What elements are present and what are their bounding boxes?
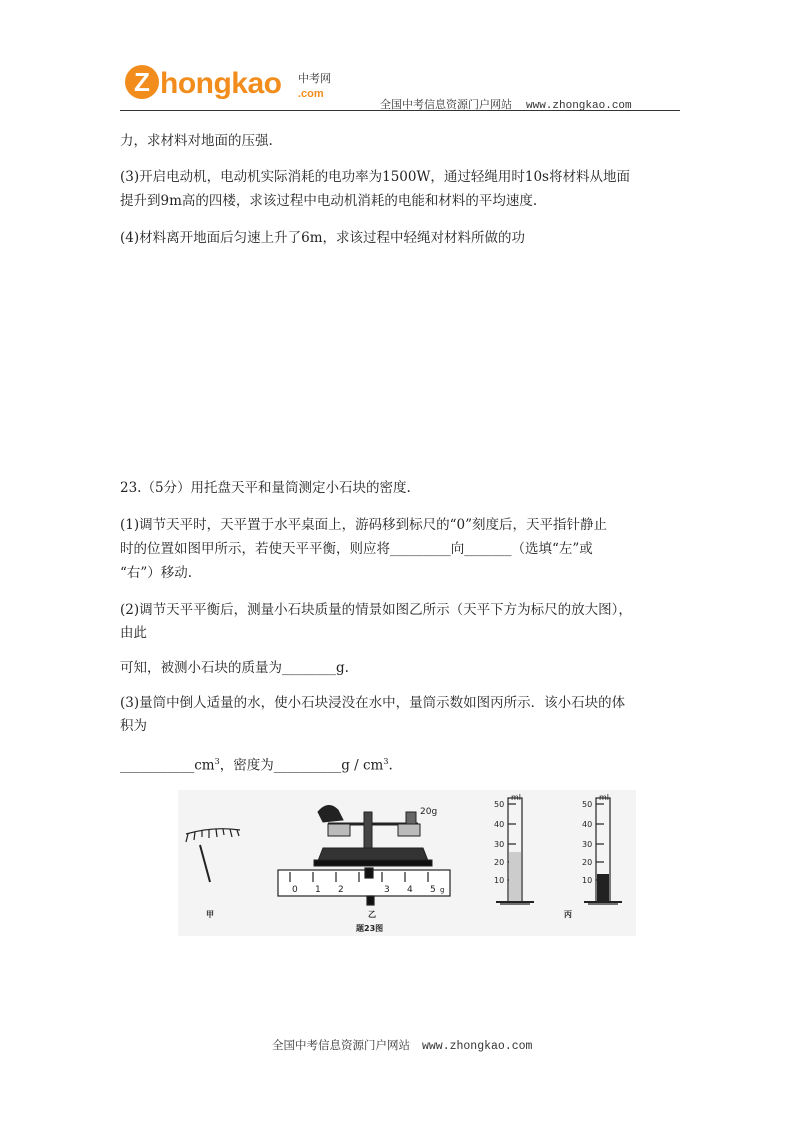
- cyl1-tick-20: 20: [494, 858, 505, 867]
- q23-3-sup2: 3: [383, 757, 389, 766]
- logo-cn-text: 中考网: [298, 72, 331, 85]
- label-yi: 乙: [368, 910, 376, 919]
- ruler-tick-1: 1: [315, 885, 321, 895]
- cyl1-tick-40: 40: [494, 820, 505, 829]
- cyl2-tick-20: 20: [582, 858, 593, 867]
- q23-3-sup1: 3: [214, 757, 220, 766]
- figure-23-drawing: [178, 790, 636, 936]
- logo-text: hongkao: [160, 67, 282, 100]
- cyl1-tick-30: 30: [494, 840, 505, 849]
- q23-3-blank1: ___________cm: [120, 757, 215, 774]
- q23-1-line3: “右”）移动.: [120, 565, 193, 581]
- q23-3-end: .: [388, 757, 393, 774]
- header-site-name: 全国中考信息资源门户网站: [380, 98, 512, 111]
- measuring-cylinder-2: [584, 798, 622, 904]
- balance-scale: [314, 805, 432, 866]
- q23-title: 23.（5分）用托盘天平和量筒测定小石块的密度.: [120, 480, 411, 496]
- balance-pointer-scale: [186, 829, 240, 882]
- figure-caption: 题23图: [356, 924, 384, 933]
- q3-line1: (3)开启电动机，电动机实际消耗的电功率为1500W，通过轻绳用时10s将材料从地面: [120, 169, 630, 185]
- figure-23: [178, 790, 636, 936]
- text-line1: 力，求材料对地面的压强.: [120, 133, 273, 149]
- cyl2-tick-30: 30: [582, 840, 593, 849]
- ruler-tick-2: 2: [338, 885, 344, 895]
- ruler-unit: g: [440, 886, 445, 894]
- q23-2-line2: 由此: [120, 625, 147, 641]
- footer: [272, 1037, 532, 1053]
- ruler-tick-4: 4: [407, 885, 413, 895]
- q23-1-line2: 时的位置如图甲所示，若使天平平衡，则应将_________向_______（选填“左”或: [120, 541, 593, 557]
- q23-3-line3: [120, 752, 393, 776]
- cyl1-unit: ml: [511, 793, 522, 802]
- ruler-tick-3: 3: [384, 885, 390, 895]
- ruler-tick-0: 0: [292, 885, 298, 895]
- q23-2-line1: (2)调节天平平衡后，测量小石块质量的情景如图乙所示（天平下方为标尺的放大图），: [120, 602, 632, 618]
- q23-3-line2: 积为: [120, 718, 147, 734]
- q3-line2: 提升到9m高的四楼，求该过程中电动机消耗的电能和材料的平均速度.: [120, 193, 538, 209]
- rider-ruler: [278, 868, 450, 905]
- measuring-cylinder-1: [496, 798, 534, 904]
- q23-1-line1: (1)调节天平时，天平置于水平桌面上，游码移到标尺的“0”刻度后，天平指针静止: [120, 517, 608, 533]
- cyl2-tick-40: 40: [582, 820, 593, 829]
- cyl1-tick-10: 10: [494, 876, 505, 885]
- zhongkao-logo: [120, 60, 360, 110]
- q4-text: (4)材料离开地面后匀速上升了6m，求该过程中轻绳对材料所做的功: [120, 230, 526, 246]
- q23-2-line3: 可知，被测小石块的质量为________g.: [120, 660, 349, 676]
- q23-3-mid: ，密度为__________g / cm: [219, 757, 384, 774]
- svg-text:Z: Z: [134, 67, 150, 97]
- cyl2-unit: ml: [599, 793, 610, 802]
- logo-com-text: .com: [298, 88, 324, 100]
- footer-site-url: www.zhongkao.com: [422, 1040, 533, 1053]
- ruler-tick-5: 5: [430, 885, 436, 895]
- label-jia: 甲: [206, 910, 214, 919]
- footer-site-name: 全国中考信息资源门户网站: [272, 1038, 410, 1052]
- cyl2-tick-50: 50: [582, 800, 593, 809]
- weight-label: 20g: [420, 807, 438, 817]
- header-site-url: www.zhongkao.com: [526, 100, 632, 112]
- q23-3-line1: (3)量筒中倒人适量的水，使小石块浸没在水中，量筒示数如图丙所示．该小石块的体: [120, 695, 626, 711]
- cyl2-tick-10: 10: [582, 876, 593, 885]
- cyl1-tick-50: 50: [494, 800, 505, 809]
- header-divider: [120, 110, 680, 111]
- label-bing: 丙: [564, 910, 572, 919]
